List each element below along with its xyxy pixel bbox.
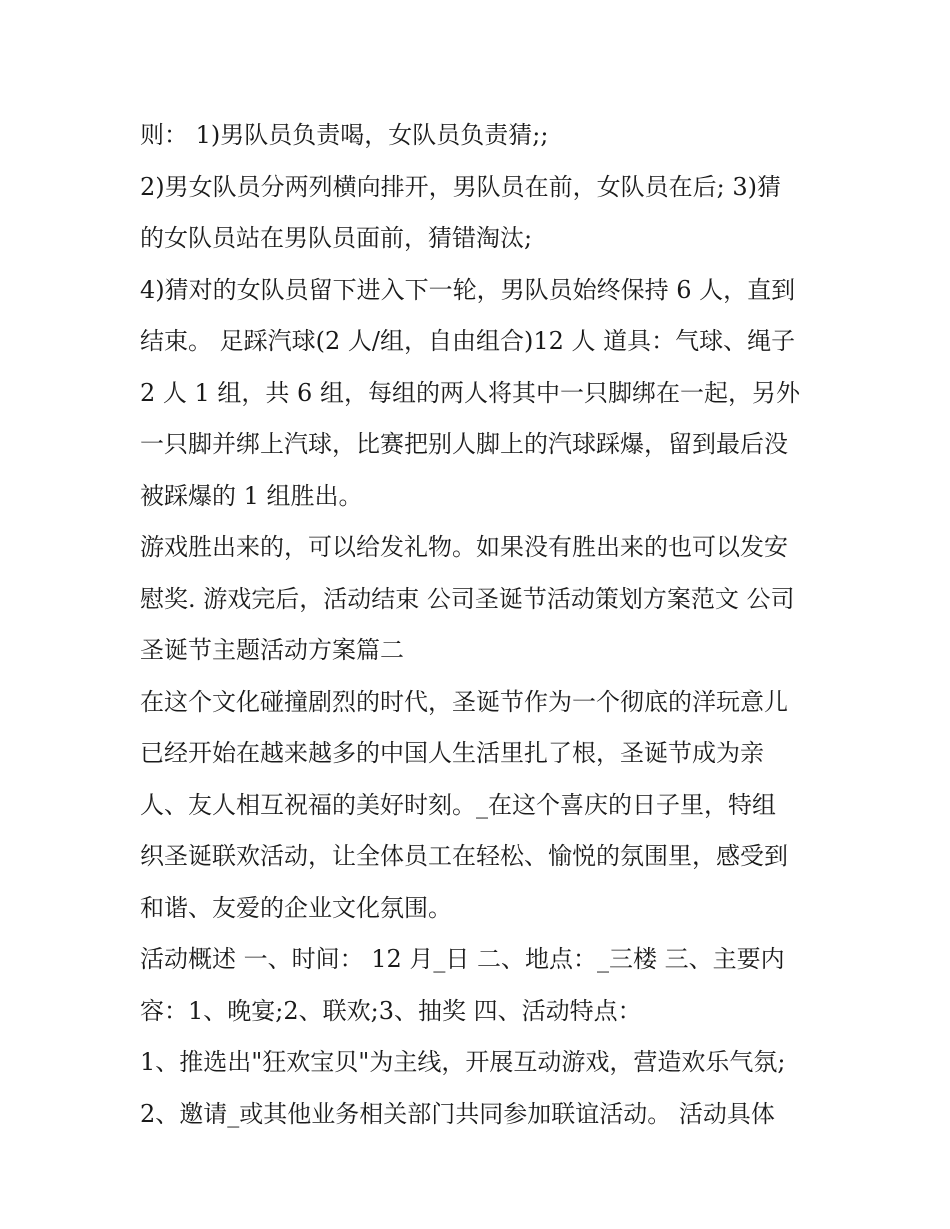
text-line-1: 则： 1)男队员负责喝，女队员负责猜;; [140,121,549,149]
text-line-12: 在这个文化碰撞剧烈的时代，圣诞节作为一个彻底的洋玩意儿 [140,687,788,716]
text-line-18: 容：1、晚宴;2、联欢;3、抽奖 四、活动特点： [140,996,642,1025]
text-line-5: 结束。 足踩汽球(2 人/组，自由组合)12 人 道具：气球、绳子 [140,327,796,355]
text-line-2: 2)男女队员分两列横向排开，男队员在前，女队员在后; 3)猜 [140,172,781,201]
text-line-17: 活动概述 一、时间： 12 月_日 二、地点：_三楼 三、主要内 [140,945,785,973]
text-line-8: 被踩爆的 1 组胜出。 [140,481,363,510]
text-line-19: 1、推选出"狂欢宝贝"为主线，开展互动游戏，营造欢乐气氛; [140,1048,786,1076]
text-line-10: 慰奖. 游戏完后，活动结束 公司圣诞节活动策划方案范文 公司 [140,584,795,613]
text-line-7: 一只脚并绑上汽球，比赛把别人脚上的汽球踩爆，留到最后没 [140,430,788,458]
text-line-20: 2、邀请_或其他业务相关部门共同参加联谊活动。 活动具体 [140,1099,775,1128]
text-line-13: 已经开始在越来越多的中国人生活里扎了根，圣诞节成为亲 [140,739,764,767]
text-line-16: 和谐、友爱的企业文化氛围。 [140,893,452,922]
text-line-6: 2 人 1 组，共 6 组，每组的两人将其中一只脚绑在一起，另外 [140,378,800,407]
text-line-11: 圣诞节主题活动方案篇二 [140,636,404,664]
text-line-3: 的女队员站在男队员面前，猜错淘汰; [140,224,533,252]
text-line-14: 人、友人相互祝福的美好时刻。_在这个喜庆的日子里，特组 [140,790,776,819]
text-line-4: 4)猜对的女队员留下进入下一轮，男队员始终保持 6 人，直到 [140,275,796,304]
text-line-9: 游戏胜出来的，可以给发礼物。如果没有胜出来的也可以发安 [140,533,788,561]
document-body [140,110,820,1140]
text-line-15: 织圣诞联欢活动，让全体员工在轻松、愉悦的氛围里，感受到 [140,842,788,870]
